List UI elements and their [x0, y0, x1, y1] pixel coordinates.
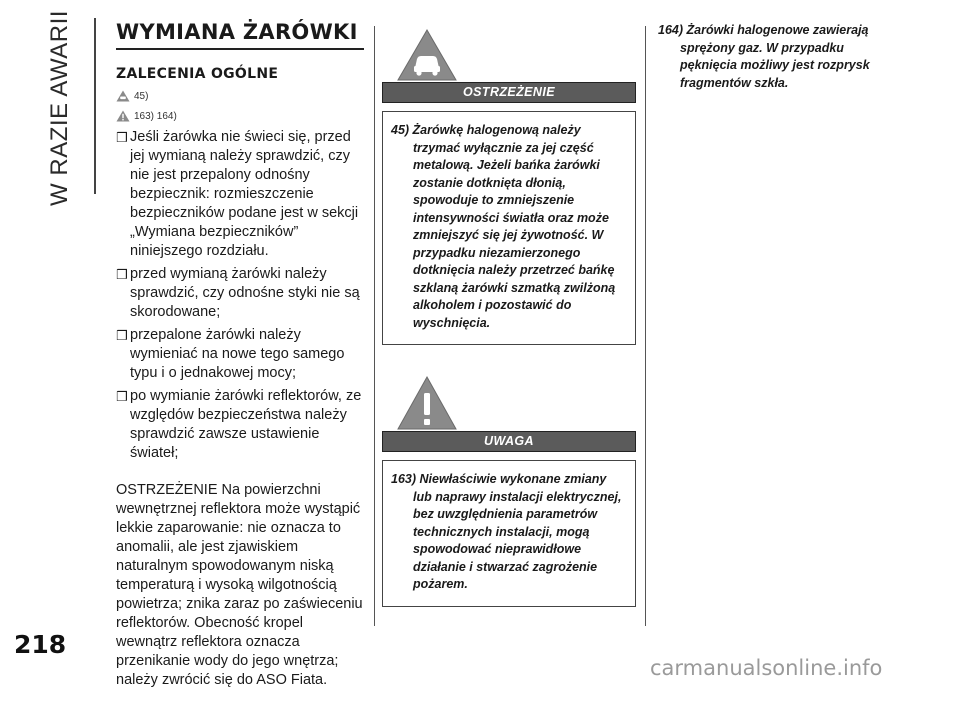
exclamation-warning-icon	[116, 110, 130, 122]
list-item-text: przed wymianą żarówki należy sprawdzić, czy odnośne styki nie są skorodowane;	[130, 266, 360, 320]
checkbox-bullet-icon: ❒	[116, 328, 128, 343]
checkbox-bullet-icon: ❒	[116, 130, 128, 145]
list-item	[116, 265, 366, 322]
reference-car-warning	[116, 86, 366, 106]
watermark-text: carmanualsonline.info	[650, 656, 883, 680]
advice-list	[116, 128, 366, 463]
caution-banner: UWAGA	[382, 431, 636, 452]
exclamation-warning-icon	[396, 375, 458, 431]
section-subtitle: ZALECENIA OGÓLNE	[116, 66, 279, 82]
caution-text: 163) Niewłaściwie wykonane zmiany lub naprawy instalacji elektrycznej, bez uwzględnienia parametrów technicznych instalacji, mogą spowodować nieprawidłowe działanie i stwarzać zagrożenie pożarem.	[391, 472, 622, 591]
warning-box	[382, 111, 636, 345]
caution-box	[382, 460, 636, 607]
reference-label: 163) 164)	[134, 110, 177, 122]
condensation-note: OSTRZEŻENIE Na powierzchni wewnętrznej reflektora może wystąpić lekkie zaparowanie: nie oznacza to anomalii, ale jest zjawiskiem naturalnym spowodowanym niską temperaturą i wysoką wilgotnością powietrza; znika zaraz po zaświeceniu reflektorów. Obecność kropel wewnątrz reflektora oznacza przenikanie wody do jego wnętrza; należy zwrócić się do ASO Fiata.	[116, 482, 363, 688]
warning-banner: OSTRZEŻENIE	[382, 82, 636, 103]
chapter-side-tab-text: W RAZIE AWARII	[46, 10, 73, 206]
footnote-text: 164) Żarówki halogenowe zawierają sprężony gaz. W przypadku pęknięcia możliwy jest rozprysk fragmentów szkła.	[658, 23, 870, 90]
list-item-text: Jeśli żarówka nie świeci się, przed jej wymianą należy sprawdzić, czy nie jest przepalony odnośny bezpiecznik: rozmieszczenie bezpieczników podane jest w sekcji „Wymiana bezpieczników” niniejszego rozdziału.	[130, 129, 359, 259]
list-item-text: przepalone żarówki należy wymieniać na nowe tego samego typu i o jednakowej mocy;	[130, 327, 345, 381]
car-warning-icon	[116, 90, 130, 102]
car-warning-icon	[396, 28, 458, 82]
reference-caution	[116, 106, 366, 126]
column-note	[658, 22, 898, 92]
page-title: WYMIANA ŻARÓWKI	[116, 20, 358, 44]
warning-text: 45) Żarówkę halogenową należy trzymać wyłącznie za jej część metalową. Jeżeli bańka żarówki zostanie dotknięta dłonią, spowoduje to zmniejszenie intensywności światła oraz może zmniejszyć się jej żywotność. W przypadku niezamierzonego dotknięcia należy przetrzeć bańkę szklaną żarówki szmatką zwilżoną alkoholem i pozostawić do wyschnięcia.	[391, 123, 616, 330]
title-underline	[116, 48, 364, 50]
reference-label: 45)	[134, 90, 149, 102]
column-general-advice	[116, 20, 366, 705]
list-item	[116, 326, 366, 383]
list-item-text: po wymianie żarówki reflektorów, ze względów bezpieczeństwa należy sprawdzić zawsze ustawienie świateł;	[130, 388, 362, 461]
page-number: 218	[14, 630, 67, 659]
list-item	[116, 387, 366, 463]
chapter-side-tab	[38, 10, 82, 206]
checkbox-bullet-icon: ❒	[116, 389, 128, 404]
chapter-side-rule	[94, 18, 96, 194]
list-item	[116, 128, 366, 261]
checkbox-bullet-icon: ❒	[116, 267, 128, 282]
column-divider	[374, 26, 375, 626]
column-warnings	[382, 28, 636, 607]
column-divider	[645, 26, 646, 626]
